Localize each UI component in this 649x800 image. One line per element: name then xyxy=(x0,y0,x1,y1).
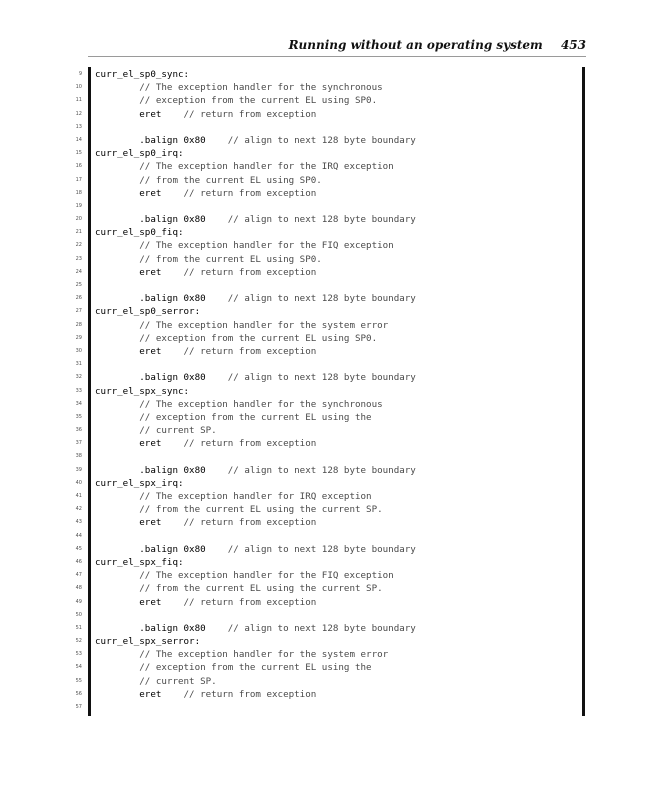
code-text xyxy=(95,635,200,648)
code-comment: // from the current EL using the current SP. xyxy=(95,583,383,595)
code-label: curr_el_spx_sync: xyxy=(95,385,190,397)
line-number: 21 xyxy=(75,229,82,236)
line-number: 27 xyxy=(75,308,82,315)
line-number: 13 xyxy=(75,123,82,130)
code-line xyxy=(0,596,600,609)
code-line xyxy=(0,358,600,371)
code-line xyxy=(0,174,600,187)
code-text xyxy=(95,385,189,398)
code-text xyxy=(95,675,217,688)
code-comment: // align to next 128 byte boundary xyxy=(205,134,416,146)
code-line xyxy=(0,121,600,134)
code-comment: // current SP. xyxy=(95,425,217,437)
code-line xyxy=(0,490,600,503)
code-text xyxy=(95,411,372,424)
code-line xyxy=(0,675,600,688)
code-line xyxy=(0,582,600,595)
code-comment: // return from exception xyxy=(161,517,317,529)
code-text xyxy=(95,582,383,595)
code-text xyxy=(95,398,383,411)
code-comment: // current SP. xyxy=(95,675,217,687)
line-number: 20 xyxy=(75,216,82,223)
code-text xyxy=(95,596,316,609)
code-line xyxy=(0,648,600,661)
line-number: 15 xyxy=(75,150,82,157)
code-instruction: .balign 0x80 xyxy=(95,214,206,226)
code-instruction: .balign 0x80 xyxy=(95,372,206,384)
code-text xyxy=(95,108,316,121)
code-line xyxy=(0,503,600,516)
code-line xyxy=(0,226,600,239)
code-comment: // exception from the current EL using SP0. xyxy=(95,332,378,344)
code-text xyxy=(95,688,316,701)
code-instruction: eret xyxy=(95,108,162,120)
code-instruction: .balign 0x80 xyxy=(95,622,206,634)
code-comment: // return from exception xyxy=(161,596,317,608)
code-comment: // return from exception xyxy=(161,266,317,278)
line-number: 50 xyxy=(75,611,82,618)
code-text xyxy=(95,464,416,477)
line-number: 38 xyxy=(75,453,82,460)
code-line xyxy=(0,108,600,121)
code-line xyxy=(0,609,600,622)
code-comment: // The exception handler for the synchronous xyxy=(95,398,383,410)
line-number: 17 xyxy=(75,176,82,183)
code-instruction: .balign 0x80 xyxy=(95,464,206,476)
code-label: curr_el_sp0_serror: xyxy=(95,306,201,318)
code-label: curr_el_sp0_fiq: xyxy=(95,227,184,239)
code-text xyxy=(95,477,184,490)
code-text xyxy=(95,160,394,173)
code-line xyxy=(0,411,600,424)
line-number: 51 xyxy=(75,624,82,631)
code-line xyxy=(0,464,600,477)
code-text xyxy=(95,345,316,358)
line-number: 45 xyxy=(75,545,82,552)
code-line xyxy=(0,134,600,147)
code-line xyxy=(0,253,600,266)
code-label: curr_el_sp0_sync: xyxy=(95,69,190,80)
code-instruction: eret xyxy=(95,438,162,450)
code-comment: // align to next 128 byte boundary xyxy=(205,214,416,226)
line-number: 16 xyxy=(75,163,82,170)
code-line xyxy=(0,556,600,569)
code-line xyxy=(0,81,600,94)
code-text xyxy=(95,239,394,252)
code-comment: // from the current EL using SP0. xyxy=(95,253,322,265)
code-instruction: eret xyxy=(95,688,162,700)
code-text xyxy=(95,371,416,384)
line-number: 12 xyxy=(75,110,82,117)
code-instruction: eret xyxy=(95,266,162,278)
code-comment: // return from exception xyxy=(161,438,317,450)
header-rule xyxy=(88,56,586,57)
line-number: 52 xyxy=(75,638,82,645)
line-number: 31 xyxy=(75,361,82,368)
code-instruction: eret xyxy=(95,187,162,199)
code-text xyxy=(95,187,316,200)
line-number: 57 xyxy=(75,704,82,710)
code-line xyxy=(0,398,600,411)
line-number: 26 xyxy=(75,295,82,302)
code-comment: // align to next 128 byte boundary xyxy=(205,543,416,555)
code-text xyxy=(95,556,184,569)
code-line xyxy=(0,437,600,450)
code-instruction: eret xyxy=(95,517,162,529)
code-line xyxy=(0,147,600,160)
line-number: 18 xyxy=(75,189,82,196)
code-comment: // exception from the current EL using the xyxy=(95,411,372,423)
code-line xyxy=(0,450,600,463)
page-number: 453 xyxy=(560,38,586,52)
code-line xyxy=(0,279,600,292)
line-number: 55 xyxy=(75,677,82,684)
code-line xyxy=(0,94,600,107)
line-number: 46 xyxy=(75,558,82,565)
code-line xyxy=(0,661,600,674)
code-line xyxy=(0,530,600,543)
code-comment: // The exception handler for the system error xyxy=(95,649,389,661)
code-comment: // align to next 128 byte boundary xyxy=(205,622,416,634)
code-text xyxy=(95,226,184,239)
code-line xyxy=(0,477,600,490)
code-text xyxy=(95,319,388,332)
code-text xyxy=(95,490,372,503)
code-line xyxy=(0,200,600,213)
line-number: 35 xyxy=(75,413,82,420)
code-line xyxy=(0,239,600,252)
code-text xyxy=(95,622,416,635)
line-number: 30 xyxy=(75,347,82,354)
code-instruction: .balign 0x80 xyxy=(95,293,206,305)
code-text xyxy=(95,305,200,318)
running-header-title: Running without an operating system xyxy=(288,38,543,52)
code-line xyxy=(0,305,600,318)
line-number: 32 xyxy=(75,374,82,381)
code-comment: // from the current EL using SP0. xyxy=(95,174,322,186)
code-line xyxy=(0,187,600,200)
code-instruction: .balign 0x80 xyxy=(95,134,206,146)
code-label: curr_el_sp0_irq: xyxy=(95,148,184,160)
code-comment: // from the current EL using the current SP. xyxy=(95,504,383,516)
code-instruction: eret xyxy=(95,345,162,357)
code-instruction: .balign 0x80 xyxy=(95,543,206,555)
line-number: 36 xyxy=(75,427,82,434)
code-comment: // The exception handler for IRQ exception xyxy=(95,491,372,502)
page-header xyxy=(88,38,586,54)
code-line xyxy=(0,635,600,648)
line-number: 43 xyxy=(75,519,82,526)
code-line xyxy=(0,292,600,305)
line-number: 9 xyxy=(78,71,82,77)
code-line xyxy=(0,68,600,81)
line-number: 49 xyxy=(75,598,82,605)
line-number: 11 xyxy=(75,97,82,104)
code-comment: // The exception handler for the FIQ exception xyxy=(95,240,394,252)
line-number: 19 xyxy=(75,202,82,209)
line-number: 33 xyxy=(75,387,82,394)
code-line xyxy=(0,569,600,582)
line-number: 48 xyxy=(75,585,82,592)
code-comment: // return from exception xyxy=(161,187,317,199)
line-number: 25 xyxy=(75,282,82,288)
line-number: 28 xyxy=(75,321,82,328)
code-line xyxy=(0,332,600,345)
line-number: 39 xyxy=(75,466,82,473)
line-number: 47 xyxy=(75,572,82,579)
code-label: curr_el_spx_irq: xyxy=(95,477,184,489)
line-number: 40 xyxy=(75,479,82,486)
line-number: 14 xyxy=(75,136,82,143)
code-line xyxy=(0,622,600,635)
code-comment: // The exception handler for the FIQ exception xyxy=(95,570,394,582)
code-text xyxy=(95,147,184,160)
code-text xyxy=(95,81,383,94)
line-number: 54 xyxy=(75,664,82,671)
code-line xyxy=(0,213,600,226)
line-number: 42 xyxy=(75,506,82,513)
code-comment: // return from exception xyxy=(161,108,317,120)
line-number: 53 xyxy=(75,651,82,658)
code-line xyxy=(0,701,600,714)
code-line xyxy=(0,385,600,398)
code-text xyxy=(95,253,322,266)
line-number: 34 xyxy=(75,400,82,407)
line-number: 22 xyxy=(75,242,82,249)
code-line xyxy=(0,371,600,384)
code-comment: // The exception handler for the IRQ exception xyxy=(95,161,394,173)
code-comment: // The exception handler for the synchronous xyxy=(95,82,383,94)
code-line xyxy=(0,345,600,358)
code-text xyxy=(95,174,322,187)
code-comment: // align to next 128 byte boundary xyxy=(205,372,416,384)
code-line xyxy=(0,424,600,437)
line-number: 10 xyxy=(75,84,82,91)
code-label: curr_el_spx_serror: xyxy=(95,636,201,648)
line-number: 44 xyxy=(75,532,82,539)
code-comment: // return from exception xyxy=(161,345,317,357)
code-text xyxy=(95,266,316,279)
code-text xyxy=(95,569,394,582)
code-line xyxy=(0,319,600,332)
code-text xyxy=(95,543,416,556)
line-number: 29 xyxy=(75,334,82,341)
code-comment: // The exception handler for the system error xyxy=(95,319,389,331)
line-number: 23 xyxy=(75,255,82,262)
code-text xyxy=(95,292,416,305)
code-comment: // return from exception xyxy=(161,688,317,700)
code-text xyxy=(95,134,416,147)
code-comment: // exception from the current EL using the xyxy=(95,662,372,674)
code-comment: // exception from the current EL using SP0. xyxy=(95,95,378,107)
code-text xyxy=(95,424,217,437)
code-text xyxy=(95,94,377,107)
code-text xyxy=(95,332,377,345)
code-listing xyxy=(0,68,600,714)
code-text xyxy=(95,213,416,226)
code-line xyxy=(0,516,600,529)
code-text xyxy=(95,661,372,674)
code-comment: // align to next 128 byte boundary xyxy=(205,293,416,305)
line-number: 56 xyxy=(75,690,82,697)
code-line xyxy=(0,688,600,701)
code-line xyxy=(0,266,600,279)
code-text xyxy=(95,503,383,516)
code-line xyxy=(0,543,600,556)
line-number: 37 xyxy=(75,440,82,447)
line-number: 41 xyxy=(75,493,82,499)
code-comment: // align to next 128 byte boundary xyxy=(205,464,416,476)
code-text xyxy=(95,437,316,450)
code-label: curr_el_spx_fiq: xyxy=(95,556,184,568)
code-instruction: eret xyxy=(95,596,162,608)
code-text xyxy=(95,68,189,81)
code-line xyxy=(0,160,600,173)
code-text xyxy=(95,516,316,529)
line-number: 24 xyxy=(75,268,82,275)
code-text xyxy=(95,648,388,661)
